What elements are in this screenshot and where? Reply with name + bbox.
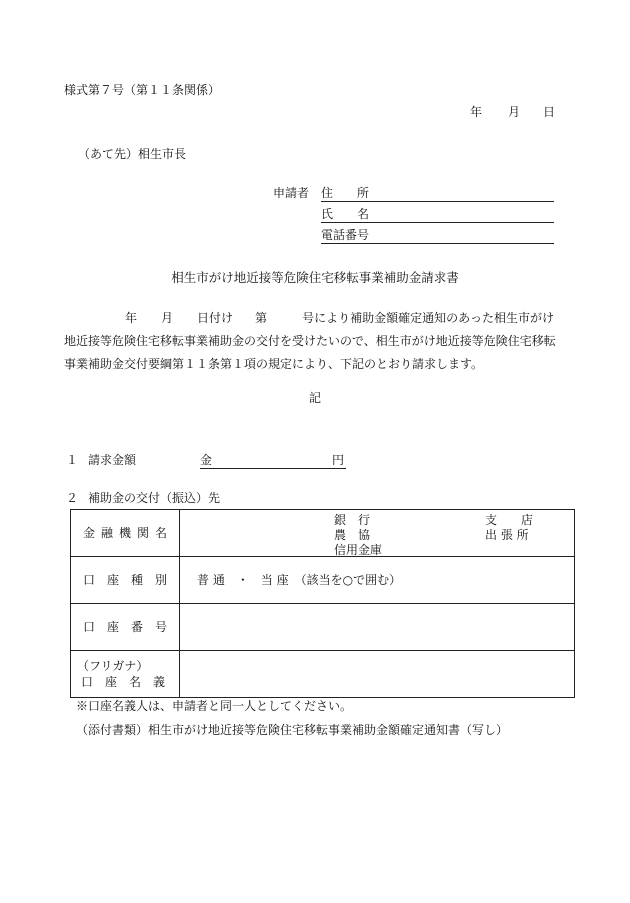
bank-row: [71, 510, 575, 557]
holder-note: ※口座名義人は、申請者と同一人としてください。: [76, 699, 353, 713]
ki-mark: 記: [309, 391, 322, 405]
account-number-row: [71, 604, 575, 651]
holder-label: 口座名義: [81, 675, 165, 689]
paragraph-line-2: 地近接等危険住宅移転事業補助金の交付を受けたいので、相生市がけ地近接等危険住宅移転: [64, 334, 556, 348]
type-label: 口座種別: [83, 573, 167, 587]
branch-type-shiten: 支 店: [485, 512, 534, 527]
number-label: 口座番号: [83, 620, 167, 634]
type-input-cell[interactable]: [180, 557, 575, 604]
phone-field[interactable]: [321, 229, 554, 244]
amount-unit: 円: [331, 453, 344, 467]
paragraph-line-1: [64, 307, 569, 330]
item2-label: 補助金の交付（振込）先: [88, 491, 221, 505]
phone-label: 電話番号: [321, 228, 370, 242]
bank-type-nokyo: 農 協: [334, 527, 371, 542]
request-paragraph: [64, 307, 569, 376]
para-rest: 号により補助金額確定通知のあった相生市がけ: [302, 311, 554, 325]
type-options: 普 通 ・ 当 座 （該当を○で囲む）: [197, 573, 402, 587]
attachment-note: （添付書類）相生市がけ地近接等危険住宅移転事業補助金額確定通知書（写し）: [76, 723, 509, 737]
applicant-label: 申請者: [273, 186, 310, 200]
para-dated: 日付け: [197, 311, 234, 325]
address-field[interactable]: [321, 187, 554, 202]
document-title: 相生市がけ地近接等危険住宅移転事業補助金請求書: [171, 270, 459, 285]
type-label-cell: [71, 557, 180, 604]
name-field[interactable]: [321, 208, 554, 223]
addressee: （あて先）相生市長: [78, 147, 187, 161]
bank-label: 金融機関名: [83, 526, 167, 540]
form-number: 様式第７号（第１１条関係）: [64, 83, 221, 97]
bank-type-shinkin: 信用金庫: [334, 542, 383, 557]
account-number-input[interactable]: [180, 604, 575, 651]
account-holder-row: [71, 651, 575, 698]
para-year: 年: [125, 311, 138, 325]
bank-label-cell: [71, 510, 180, 557]
para-no: 第: [255, 311, 268, 325]
address-label: 住 所: [321, 186, 370, 200]
account-holder-input[interactable]: [180, 651, 575, 698]
item2-number: ２: [66, 491, 79, 505]
bank-input-cell[interactable]: [180, 510, 575, 557]
item1-label: 請求金額: [88, 453, 137, 467]
date-day: 日: [543, 105, 556, 119]
holder-label-cell: [71, 651, 180, 698]
item1-number: １: [66, 453, 79, 467]
branch-type-shutchojo: 出 張 所: [485, 527, 529, 542]
amount-prefix: 金: [200, 453, 213, 467]
name-label: 氏 名: [321, 207, 370, 221]
para-month: 月: [161, 311, 174, 325]
paragraph-line-3: 事業補助金交付要綱第１１条第１項の規定により、下記のとおり請求します。: [64, 357, 484, 371]
number-label-cell: [71, 604, 180, 651]
account-type-row: [71, 557, 575, 604]
amount-field[interactable]: [200, 454, 346, 469]
date-year: 年: [470, 105, 483, 119]
bank-account-table: [70, 509, 575, 698]
bank-type-bank: 銀 行: [334, 512, 371, 527]
date-month: 月: [508, 105, 521, 119]
holder-kana-label: （フリガナ）: [77, 659, 149, 673]
